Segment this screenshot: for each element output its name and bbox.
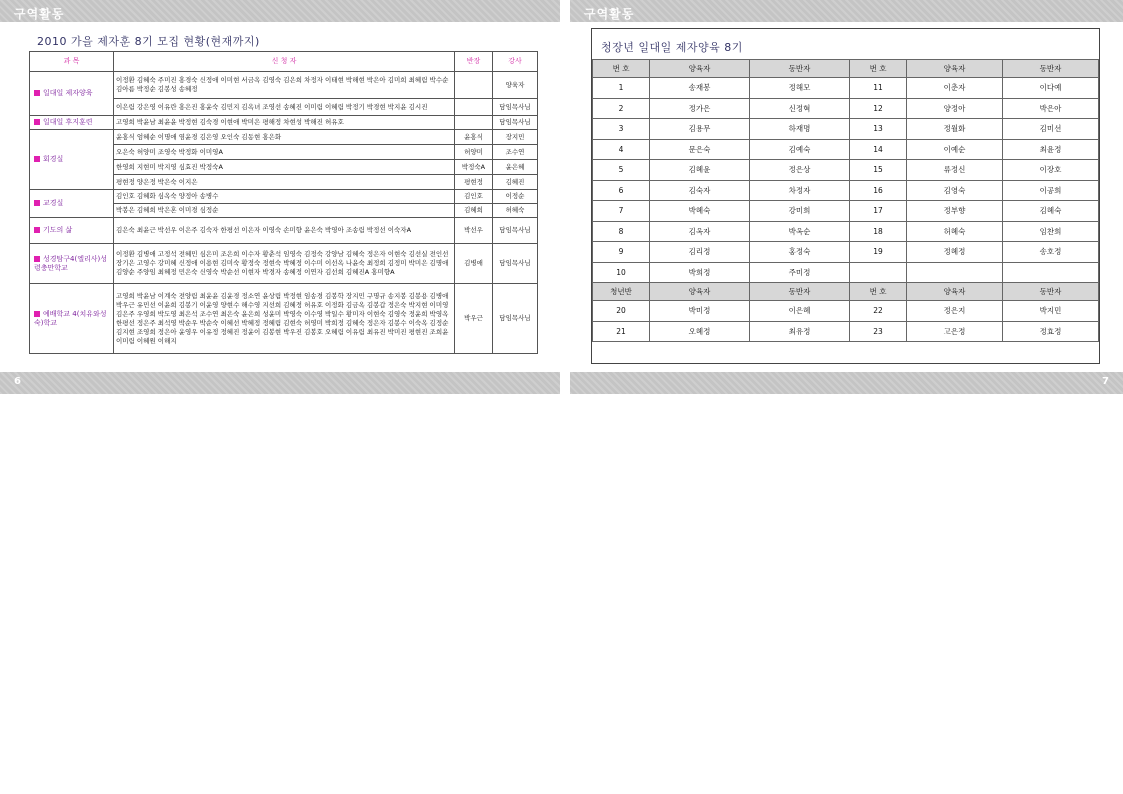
category-label: 교경실 bbox=[43, 199, 64, 207]
table-cell: 주미정 bbox=[750, 262, 850, 283]
table-cell: 임찬희 bbox=[1003, 221, 1099, 242]
applicant-names: 윤홍식 엄혜순 이명애 염윤경 김은영 오인숙 김동현 홍은화 bbox=[114, 130, 455, 145]
table-cell: 정은상 bbox=[750, 160, 850, 181]
table-cell: 고은정 bbox=[907, 321, 1003, 342]
teacher-cell: 허혜숙 bbox=[493, 204, 538, 218]
leader-cell: 김혜희 bbox=[455, 204, 493, 218]
table-cell: 송호정 bbox=[1003, 242, 1099, 263]
table-row bbox=[30, 244, 538, 284]
table-row bbox=[593, 180, 1099, 201]
right-footer-bar bbox=[570, 372, 1123, 394]
table-cell: 이장호 bbox=[1003, 160, 1099, 181]
applicant-names: 김인호 김혜화 심옥숙 양정아 송병수 bbox=[114, 190, 455, 204]
leader-cell bbox=[455, 72, 493, 99]
left-header-text: 구역활동 bbox=[14, 7, 65, 21]
applicant-names: 김은숙 최윤근 박선우 이은주 김숙자 한평선 이은자 이영숙 손미향 윤은숙 박영아 조송림 박정선 이숙자A bbox=[114, 218, 455, 244]
leader-cell: 윤홍식 bbox=[455, 130, 493, 145]
table-cell: 류정신 bbox=[907, 160, 1003, 181]
header-cell: 동반자 bbox=[750, 60, 850, 78]
table-cell: 송재봉 bbox=[650, 78, 750, 99]
category-label: 기도의 삶 bbox=[43, 226, 73, 234]
table-cell: 강미희 bbox=[750, 201, 850, 222]
table-cell: 김미선 bbox=[1003, 119, 1099, 140]
applicant-names: 한영희 지현미 박지영 심효진 박정숙A bbox=[114, 160, 455, 175]
table-cell: 9 bbox=[593, 242, 650, 263]
category-cell bbox=[30, 218, 114, 244]
header-cell: 동반자 bbox=[750, 283, 850, 301]
table-cell: 하재명 bbox=[750, 119, 850, 140]
header-cell: 번 호 bbox=[593, 60, 650, 78]
table-cell: 이다예 bbox=[1003, 78, 1099, 99]
table-cell: 박미정 bbox=[650, 301, 750, 322]
applicant-names: 이정환 김병애 고정석 전혜민 심은미 조은희 이수자 황춘석 임영숙 김정숙 강양남 김혜숙 정은자 이현숙 김선실 전인선 장기은 고영수 강미혜 신정애 이용현 김미숙 황정숙 정현숙 박혜정 이수미 이선옥 나윤숙 최정희 김정미 박미은 김명애 김양순 주양임 최혜정 민은숙 신영숙 박순선 이현자 박경자 송혜정 이연자 김선희 김혜진A 홍미향A bbox=[114, 244, 455, 284]
table-cell: 김혜숙 bbox=[1003, 201, 1099, 222]
table-cell: 12 bbox=[850, 98, 907, 119]
table-cell: 김혜윤 bbox=[650, 160, 750, 181]
registration-table bbox=[29, 51, 538, 354]
table-cell: 문은숙 bbox=[650, 139, 750, 160]
table-row bbox=[593, 201, 1099, 222]
table-row bbox=[593, 242, 1099, 263]
bullet-square-icon bbox=[34, 156, 40, 162]
bullet-square-icon bbox=[34, 227, 40, 233]
table-row bbox=[30, 218, 538, 244]
table-cell: 11 bbox=[850, 78, 907, 99]
table-row bbox=[30, 72, 538, 99]
bullet-square-icon bbox=[34, 256, 40, 262]
table-cell: 21 bbox=[593, 321, 650, 342]
right-header-text: 구역활동 bbox=[584, 7, 635, 21]
pairing-table bbox=[592, 59, 1099, 342]
bullet-square-icon bbox=[34, 200, 40, 206]
leader-cell bbox=[455, 99, 493, 116]
header-cell: 청년반 bbox=[593, 283, 650, 301]
header-cell: 번 호 bbox=[850, 283, 907, 301]
table-cell: 박옥순 bbox=[750, 221, 850, 242]
table-cell: 박희정 bbox=[650, 262, 750, 283]
header-cell: 양육자 bbox=[907, 60, 1003, 78]
applicant-names: 이은림 강은영 이유란 홍은진 홍윤숙 김민지 김옥녀 조영선 송혜진 이미림 이혜림 박정기 박경현 박지윤 김시진 bbox=[114, 99, 455, 116]
header-teacher: 강사 bbox=[493, 52, 538, 72]
table-cell: 6 bbox=[593, 180, 650, 201]
table-cell: 이은혜 bbox=[750, 301, 850, 322]
teacher-cell: 담임목사님 bbox=[493, 99, 538, 116]
teacher-cell: 이정순 bbox=[493, 190, 538, 204]
table-cell: 김리정 bbox=[650, 242, 750, 263]
table-cell: 1 bbox=[593, 78, 650, 99]
table-row bbox=[30, 190, 538, 204]
table-cell: 10 bbox=[593, 262, 650, 283]
table-cell: 정부향 bbox=[907, 201, 1003, 222]
applicant-names: 오은숙 허양미 조영숙 박정화 이미영A bbox=[114, 145, 455, 160]
table-cell: 20 bbox=[593, 301, 650, 322]
category-cell bbox=[30, 244, 114, 284]
category-label: 일대일 제자양육 bbox=[43, 89, 93, 97]
table-cell: 김영숙 bbox=[907, 180, 1003, 201]
applicant-names: 평현정 양은정 박은숙 이지은 bbox=[114, 175, 455, 190]
table-row bbox=[593, 160, 1099, 181]
header-subject: 과 목 bbox=[30, 52, 114, 72]
category-cell bbox=[30, 190, 114, 218]
applicant-names: 이정환 김혜숙 주미진 홍경숙 신정애 이미현 서금옥 김영숙 김은희 차정자 이태현 박해현 박은아 김미희 최혜림 박수순 김아름 박정순 김봉성 송혜정 bbox=[114, 72, 455, 99]
table-cell: 김옥자 bbox=[650, 221, 750, 242]
table-row bbox=[593, 221, 1099, 242]
table-cell: 19 bbox=[850, 242, 907, 263]
table-cell: 17 bbox=[850, 201, 907, 222]
table-row bbox=[30, 130, 538, 145]
table-row bbox=[30, 116, 538, 130]
table-cell: 정해모 bbox=[750, 78, 850, 99]
table-row bbox=[593, 139, 1099, 160]
header-leader: 반장 bbox=[455, 52, 493, 72]
table-row bbox=[30, 284, 538, 354]
teacher-cell: 조수연 bbox=[493, 145, 538, 160]
table-cell: 신정혁 bbox=[750, 98, 850, 119]
leader-cell: 박우근 bbox=[455, 284, 493, 354]
table-cell: 4 bbox=[593, 139, 650, 160]
table-cell: 김용무 bbox=[650, 119, 750, 140]
table-cell bbox=[1003, 262, 1099, 283]
table-cell: 최유정 bbox=[750, 321, 850, 342]
table-cell: 김숙자 bbox=[650, 180, 750, 201]
leader-cell: 박선우 bbox=[455, 218, 493, 244]
table-cell: 2 bbox=[593, 98, 650, 119]
applicant-names: 고영희 박윤남 이계숙 전양림 최윤윤 김윤경 정소연 윤상림 박정현 임송경 김봉학 장지민 구명규 송지봉 김봉용 김병애 박우근 유민선 이윤희 김봉기 이윤영 양현수 해수영 지선희 김혜정 허유호 이정화 김금옥 김봉갑 정은숙 박지현 이미영 김은주 우영희 박도영 최은석 조수연 최은숙 윤은희 성윤미 박영숙 이수영 박일수 황미자 이현숙 김영숙 정윤희 박영옥 한평선 정은주 최석영 박순우 박순숙 이혜선 박혜정 정혜림 김현숙 허영미 박희정 김혜숙 정은자 김봉수 이숙옥 김정순 김지현 조영희 정은아 윤영우 이유정 정혜진 정윤이 김봉현 박우진 김봉호 오혜림 이유림 최유진 박미진 평현진 조희윤 이미림 이혜원 이해지 bbox=[114, 284, 455, 354]
table-row bbox=[593, 321, 1099, 342]
table-cell: 정월화 bbox=[907, 119, 1003, 140]
header-cell: 번 호 bbox=[850, 60, 907, 78]
bullet-square-icon bbox=[34, 311, 40, 317]
leader-cell bbox=[455, 116, 493, 130]
table-cell: 15 bbox=[850, 160, 907, 181]
bullet-square-icon bbox=[34, 119, 40, 125]
table-cell: 정혜정 bbox=[907, 242, 1003, 263]
table-cell: 16 bbox=[850, 180, 907, 201]
header-cell: 양육자 bbox=[650, 283, 750, 301]
category-cell bbox=[30, 116, 114, 130]
applicant-names: 고영희 박윤남 최윤윤 박정현 김숙경 이현애 박미은 평해정 차현성 박해진 허유호 bbox=[114, 116, 455, 130]
table-cell: 박혜숙 bbox=[650, 201, 750, 222]
table-cell: 정은지 bbox=[907, 301, 1003, 322]
table-cell: 오혜정 bbox=[650, 321, 750, 342]
teacher-cell: 담임목사님 bbox=[493, 244, 538, 284]
header-cell: 동반자 bbox=[1003, 60, 1099, 78]
table-cell: 허혜숙 bbox=[907, 221, 1003, 242]
teacher-cell: 담임목사님 bbox=[493, 284, 538, 354]
table-cell: 5 bbox=[593, 160, 650, 181]
left-page-number: 6 bbox=[14, 376, 21, 387]
table-header-row bbox=[593, 283, 1099, 301]
leader-cell: 박정숙A bbox=[455, 160, 493, 175]
teacher-cell: 양육자 bbox=[493, 72, 538, 99]
category-cell bbox=[30, 130, 114, 190]
table-cell: 14 bbox=[850, 139, 907, 160]
table-cell: 이예순 bbox=[907, 139, 1003, 160]
table-header-row bbox=[593, 60, 1099, 78]
table-row bbox=[593, 262, 1099, 283]
teacher-cell: 장지민 bbox=[493, 130, 538, 145]
category-label: 예배학교 4(치유와성숙)학교 bbox=[34, 309, 107, 327]
table-cell: 정효정 bbox=[1003, 321, 1099, 342]
bullet-square-icon bbox=[34, 90, 40, 96]
table-cell: 18 bbox=[850, 221, 907, 242]
teacher-cell: 담임목사님 bbox=[493, 218, 538, 244]
applicant-names: 박봉은 김혜희 박은혼 이미경 심정순 bbox=[114, 204, 455, 218]
leader-cell: 김병애 bbox=[455, 244, 493, 284]
table-cell: 최윤정 bbox=[1003, 139, 1099, 160]
header-applicants: 신 청 자 bbox=[114, 52, 455, 72]
table-cell: 정가은 bbox=[650, 98, 750, 119]
table-cell: 3 bbox=[593, 119, 650, 140]
header-cell: 양육자 bbox=[650, 60, 750, 78]
table-cell: 홍정숙 bbox=[750, 242, 850, 263]
right-header-bar bbox=[570, 0, 1123, 22]
teacher-cell: 김혜진 bbox=[493, 175, 538, 190]
category-cell bbox=[30, 72, 114, 116]
leader-cell: 김인호 bbox=[455, 190, 493, 204]
table-cell: 13 bbox=[850, 119, 907, 140]
leader-cell: 평현정 bbox=[455, 175, 493, 190]
left-footer-bar bbox=[0, 372, 560, 394]
category-label: 성경탐구4(엘리사)성령충만학교 bbox=[34, 254, 108, 272]
left-header-bar bbox=[0, 0, 560, 22]
table-row bbox=[593, 119, 1099, 140]
table-cell: 23 bbox=[850, 321, 907, 342]
table-cell bbox=[850, 262, 907, 283]
table-row bbox=[593, 301, 1099, 322]
table-cell: 김예숙 bbox=[750, 139, 850, 160]
table-cell: 박지민 bbox=[1003, 301, 1099, 322]
table-cell: 8 bbox=[593, 221, 650, 242]
header-cell: 동반자 bbox=[1003, 283, 1099, 301]
table-cell: 7 bbox=[593, 201, 650, 222]
right-page-number: 7 bbox=[1102, 376, 1109, 387]
table-cell: 22 bbox=[850, 301, 907, 322]
left-page-title: 2010 가을 제자훈 8기 모집 현황(현재까지) bbox=[37, 35, 260, 48]
table-cell: 이공희 bbox=[1003, 180, 1099, 201]
table-cell: 박은아 bbox=[1003, 98, 1099, 119]
teacher-cell: 담임목사님 bbox=[493, 116, 538, 130]
header-cell: 양육자 bbox=[907, 283, 1003, 301]
category-label: 회경실 bbox=[43, 155, 64, 163]
table-cell: 양정아 bbox=[907, 98, 1003, 119]
teacher-cell: 윤은혜 bbox=[493, 160, 538, 175]
category-cell bbox=[30, 284, 114, 354]
table-row bbox=[593, 98, 1099, 119]
category-label: 일대일 후지훈련 bbox=[43, 118, 93, 126]
table-row bbox=[593, 78, 1099, 99]
right-page-title: 청장년 일대일 제자양육 8기 bbox=[601, 41, 743, 54]
table-cell: 이춘자 bbox=[907, 78, 1003, 99]
table-cell: 차정자 bbox=[750, 180, 850, 201]
table-cell bbox=[907, 262, 1003, 283]
leader-cell: 허양미 bbox=[455, 145, 493, 160]
